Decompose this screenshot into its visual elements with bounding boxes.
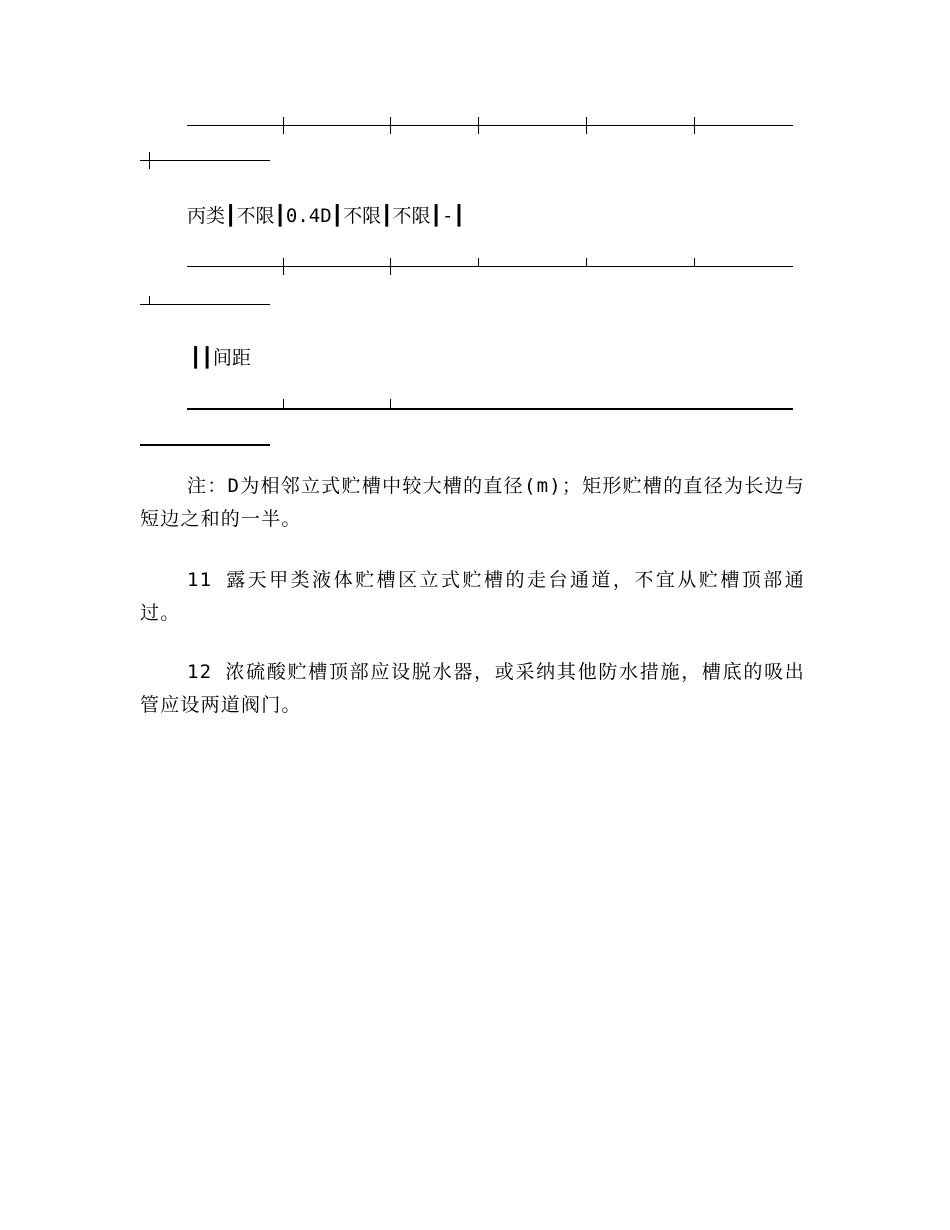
table-rule-tick: [478, 258, 479, 266]
table-rule-tick: [283, 258, 284, 275]
table-rule-line: [187, 266, 793, 267]
table-rule-tick: [149, 152, 150, 169]
table-rule-tick: [586, 117, 587, 134]
table-rule-tick: [283, 399, 284, 408]
table-row-bing: 丙类┃不限┃0.4D┃不限┃不限┃-┃: [187, 205, 465, 227]
table-rule-tick: [283, 117, 284, 134]
table-rule-line: [140, 304, 270, 305]
table-rule-tick: [149, 296, 150, 304]
note-paragraph: 注：D为相邻立式贮槽中较大槽的直径(m)；矩形贮槽的直径为长边与短边之和的一半。: [140, 475, 805, 530]
table-rule-tick: [390, 258, 391, 275]
table-rule-line: [187, 408, 793, 410]
table-rule-tick: [478, 117, 479, 134]
table-row-spacing: ┃┃间距: [190, 347, 251, 369]
table-rule-line: [140, 444, 270, 446]
table-rule-tick: [390, 399, 391, 408]
table-rule-line: [187, 125, 793, 126]
table-rule-tick: [390, 117, 391, 134]
table-rule-tick: [586, 258, 587, 266]
item-11-paragraph: 11 露天甲类液体贮槽区立式贮槽的走台通道，不宜从贮槽顶部通过。: [140, 569, 805, 624]
table-rule-tick: [694, 117, 695, 134]
item-12-paragraph: 12 浓硫酸贮槽顶部应设脱水器，或采纳其他防水措施，槽底的吸出管应设两道阀门。: [140, 661, 805, 716]
table-rule-line: [140, 160, 270, 161]
table-rule-tick: [694, 258, 695, 266]
